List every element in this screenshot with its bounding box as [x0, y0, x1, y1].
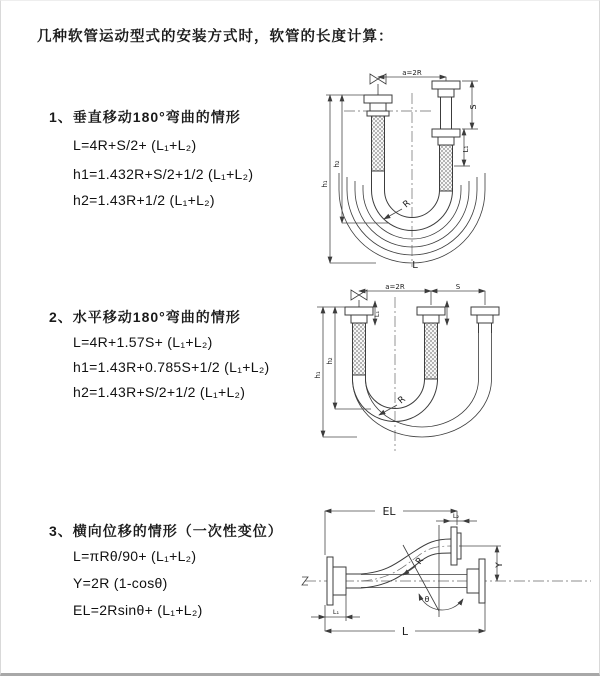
svg-text:h₁: h₁: [321, 180, 329, 188]
dimension-length: [325, 603, 485, 638]
dimension-h1: [314, 307, 357, 437]
svg-text:L₁: L₁: [462, 145, 470, 153]
dimension-s: [431, 283, 485, 305]
diagram-lateral-displacement: [299, 499, 600, 644]
section-3-heading: 3、横向位移的情形（一次性变位）: [49, 523, 283, 539]
section-2-formula-l: L=4R+1.57S+ (L₁+L₂): [73, 334, 213, 350]
section-2-formula-h2: h2=1.43R+S/2+1/2 (L₁+L₂): [73, 384, 246, 400]
right-pipe-displaced: [471, 307, 499, 333]
right-pipe: [432, 81, 460, 191]
length-label: L: [412, 260, 418, 271]
svg-text:Y: Y: [495, 562, 505, 568]
dimension-span: [378, 69, 446, 81]
svg-text:h₂: h₂: [333, 160, 341, 168]
svg-text:R: R: [414, 555, 427, 567]
section-1-formula-h2: h2=1.43R+1/2 (L₁+L₂): [73, 192, 215, 208]
valve-icon: [351, 290, 367, 307]
left-flange: [327, 557, 361, 605]
svg-text:EL: EL: [382, 505, 396, 518]
section-2-formula-h1: h1=1.43R+0.785S+1/2 (L₁+L₂): [73, 359, 270, 375]
dimension-el: [325, 505, 457, 555]
left-pipe: [364, 95, 392, 171]
svg-text:L₂: L₂: [452, 512, 460, 520]
left-pipe: [345, 307, 373, 375]
section-1-formula-h1: h1=1.432R+S/2+1/2 (L₁+L₂): [73, 166, 254, 182]
svg-text:R: R: [401, 198, 413, 211]
dimension-l1: [311, 595, 360, 621]
diagram-vertical-180-bend: [316, 69, 600, 269]
radius-label: [384, 199, 413, 219]
section-3-formula-l: L=πRθ/90+ (L₁+L₂): [73, 548, 197, 564]
svg-text:R: R: [396, 394, 408, 407]
svg-text:L₁: L₁: [373, 310, 381, 318]
svg-text:S: S: [455, 283, 461, 291]
section-1-heading: 1、垂直移动180°弯曲的情形: [49, 109, 241, 125]
svg-text:h₁: h₁: [314, 371, 322, 379]
middle-pipe: [417, 307, 445, 379]
section-3-formula-y: Y=2R (1-cosθ): [73, 575, 168, 591]
section-2-heading: 2、水平移动180°弯曲的情形: [49, 309, 241, 325]
section-1-formula-l: L=4R+S/2+ (L₁+L₂): [73, 137, 197, 153]
svg-text:a=2R: a=2R: [402, 69, 422, 77]
hose-u-bend: [353, 333, 492, 437]
svg-text:a=2R: a=2R: [385, 283, 405, 291]
angle-label: θ: [424, 595, 430, 604]
dimension-l2: [436, 512, 477, 521]
section-3-formula-el: EL=2Rsinθ+ (L₁+L₂): [73, 602, 203, 618]
page-title: 几种软管运动型式的安装方式时，软管的长度计算：: [37, 29, 394, 45]
svg-text:L₁: L₁: [332, 608, 340, 616]
dimension-s: [462, 81, 478, 129]
svg-text:S: S: [469, 104, 478, 110]
radius-label: [379, 395, 408, 415]
svg-text:L: L: [401, 625, 409, 638]
diagram-horizontal-180-bend: [309, 283, 600, 458]
svg-text:h₂: h₂: [326, 357, 334, 365]
